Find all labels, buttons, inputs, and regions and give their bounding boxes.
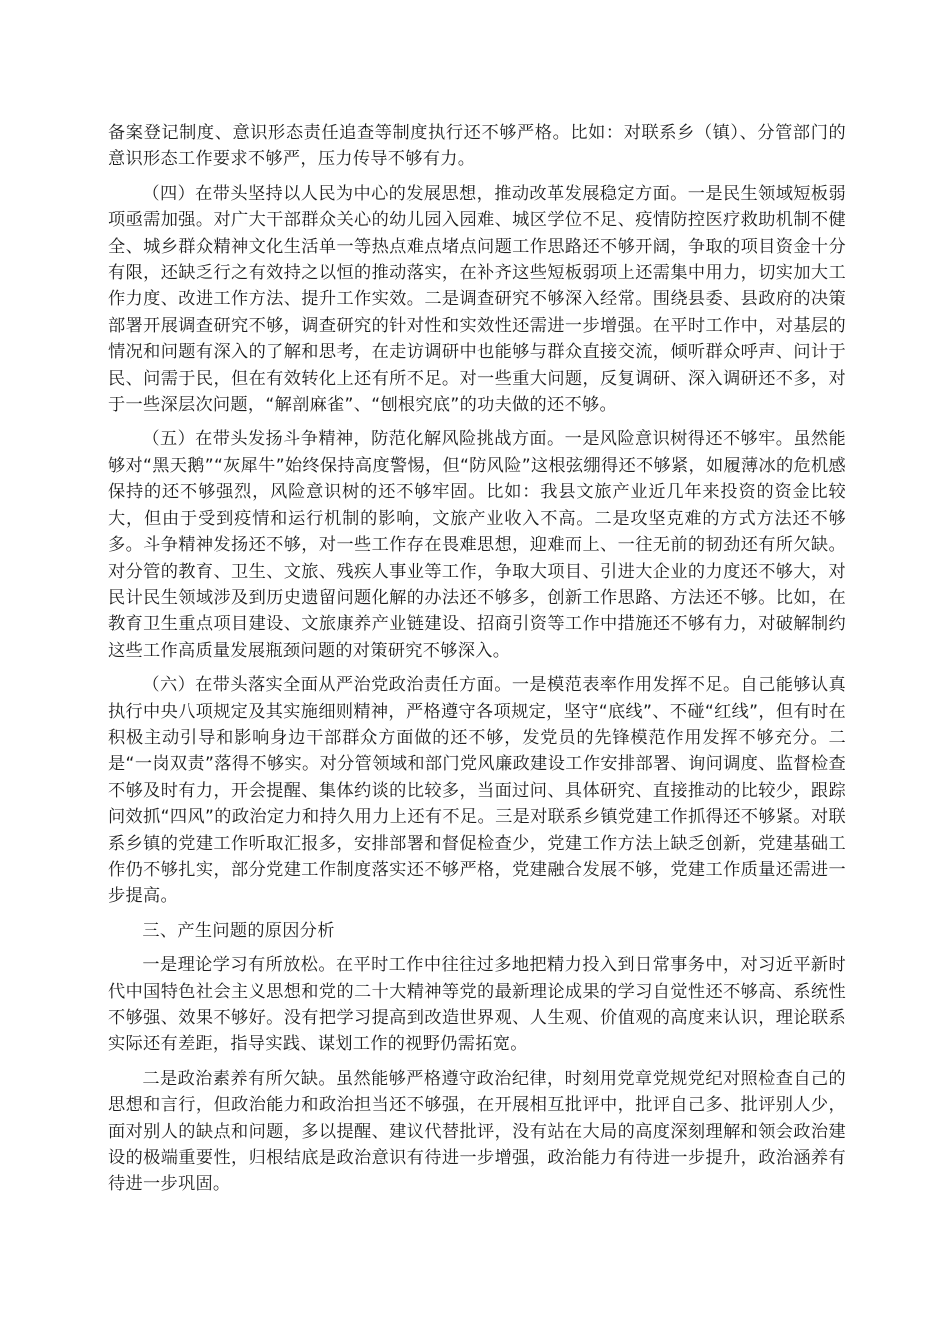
paragraph-continued: 备案登记制度、意识形态责任追查等制度执行还不够严格。比如：对联系乡（镇）、分管部门的意识形态工作要求不够严，压力传导不够有力。 — [108, 123, 846, 170]
paragraph-cause-two: 二是政治素养有所欠缺。虽然能够严格遵守政治纪律，时刻用党章党规党纪对照检查自己的思想和言行，但政治能力和政治担当还不够强，在开展相互批评中，批评自己多、批评别人少，面对别人的缺点和问题，多以提醒、建议代替批评，没有站在大局的高度深刻理解和领会政治建设的极端重要性，归根结底是政治意识有待进一步增强，政治能力有待进一步提升，政治涵养有待进一步巩固。 — [108, 1068, 846, 1195]
paragraph-section-six: （六）在带头落实全面从严治党政治责任方面。一是模范表率作用发挥不足。自己能够认真执行中央八项规定及其实施细则精神，严格遵守各项规定，坚守“底线”、不碰“红线”，但有时在积极主动引导和影响身边干部群众方面做的还不够，发党员的先锋模范作用发挥不够充分。二是“一岗双责”落得不够实。对分管领域和部门党风廉政建设工作安排部署、询问调度、监督检查不够及时有力，开会提醒、集体约谈的比较多，当面过问、具体研究、直接推动的比较少，跟踪问效抓“四风”的政治定力和持久用力上还有不足。三是对联系乡镇党建工作抓得还不够紧。对联系乡镇的党建工作听取汇报多，安排部署和督促检查少，党建工作方法上缺乏创新，党建基础工作仍不够扎实，部分党建工作制度落实还不够严格，党建融合发展不够，党建工作质量还需进一步提高。 — [108, 675, 846, 907]
document-page — [108, 120, 846, 1206]
section-heading-cause-analysis: 三、产生问题的原因分析 — [142, 920, 335, 941]
paragraph-section-four: （四）在带头坚持以人民为中心的发展思想，推动改革发展稳定方面。一是民生领域短板弱项亟需加强。对广大干部群众关心的幼儿园入园难、城区学位不足、疫情防控医疗救助机制不健全、城乡群众精神文化生活单一等热点难点堵点问题工作思路还不够开阔，争取的项目资金十分有限，还缺乏行之有效持之以恒的推动落实，在补齐这些短板弱项上还需集中用力，切实加大工作力度、改进工作方法、提升工作实效。二是调查研究不够深入经常。围绕县委、县政府的决策部署开展调查研究不够，调查研究的针对性和实效性还需进一步增强。在平时工作中，对基层的情况和问题有深入的了解和思考，在走访调研中也能够与群众直接交流，倾听群众呼声、问计于民、问需于民，但在有效转化上还有所不足。对一些重大问题，反复调研、深入调研还不多，对于一些深层次问题，“解剖麻雀”、“刨根究底”的功夫做的还不够。 — [108, 183, 846, 416]
paragraph-cause-one: 一是理论学习有所放松。在平时工作中往往过多地把精力投入到日常事务中，对习近平新时代中国特色社会主义思想和党的二十大精神等党的最新理论成果的学习自觉性还不够高、系统性不够强、效果不够好。没有把学习提高到改造世界观、人生观、价值观的高度来认识，理论联系实际还有差距，指导实践、谋划工作的视野仍需拓宽。 — [108, 955, 846, 1055]
paragraph-section-five: （五）在带头发扬斗争精神，防范化解风险挑战方面。一是风险意识树得还不够牢。虽然能够对“黑天鹅”“灰犀牛”始终保持高度警惕，但“防风险”这根弦绷得还不够紧，如履薄冰的危机感保持的还不够强烈，风险意识树的还不够牢固。比如：我县文旅产业近几年来投资的资金比较大，但由于受到疫情和运行机制的影响，文旅产业收入不高。二是攻坚克难的方式方法还不够多。斗争精神发扬还不够，对一些工作存在畏难思想，迎难而上、一往无前的韧劲还有所欠缺。对分管的教育、卫生、文旅、残疾人事业等工作，争取大项目、引进大企业的力度还不够大，对民计民生领域涉及到历史遗留问题化解的办法还不够多，创新工作思路、方法还不够。比如，在教育卫生重点项目建设、文旅康养产业链建设、招商引资等工作中措施还不够有力，对破解制约这些工作高质量发展瓶颈问题的对策研究不够深入。 — [108, 429, 846, 661]
